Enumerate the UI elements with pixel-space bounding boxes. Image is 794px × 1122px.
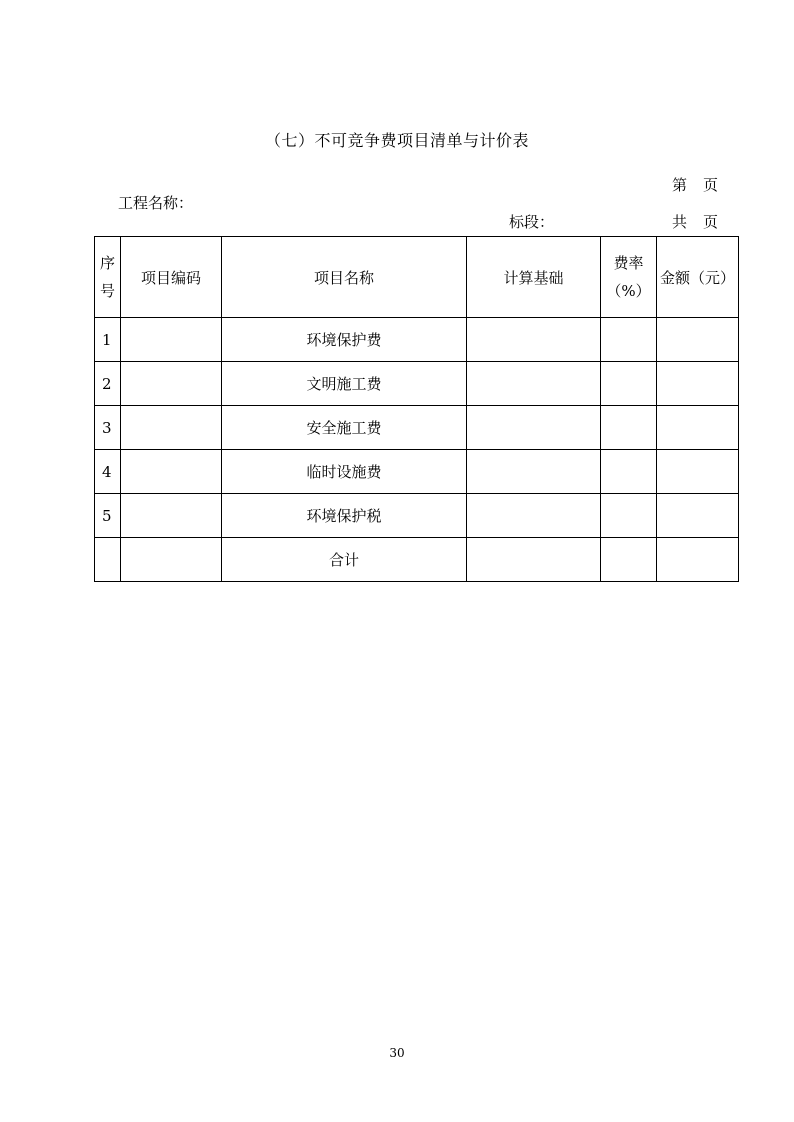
total-cell-code — [121, 538, 222, 582]
col-header-seq-line1: 序 — [99, 254, 115, 272]
cell-seq: 1 — [95, 318, 121, 362]
cell-basis — [467, 450, 601, 494]
cell-rate — [601, 362, 657, 406]
page-unit: 页 — [703, 176, 719, 194]
col-header-seq — [95, 237, 121, 318]
col-header-code: 项目编码 — [121, 237, 222, 318]
section-label: 标段： — [509, 213, 555, 231]
table-row — [95, 450, 739, 494]
cell-seq: 4 — [95, 450, 121, 494]
total-label: 共 — [672, 213, 688, 231]
cell-name: 文明施工费 — [222, 362, 467, 406]
cell-code — [121, 406, 222, 450]
cell-seq: 3 — [95, 406, 121, 450]
cell-rate — [601, 450, 657, 494]
cell-rate — [601, 494, 657, 538]
bill-table — [94, 236, 739, 582]
total-pages-indicator — [672, 211, 718, 232]
col-header-basis: 计算基础 — [467, 237, 601, 318]
total-unit: 页 — [703, 213, 719, 231]
cell-code — [121, 450, 222, 494]
cell-rate — [601, 318, 657, 362]
col-header-rate — [601, 237, 657, 318]
col-header-seq-line2: 号 — [99, 282, 115, 300]
project-name-label: 工程名称： — [118, 194, 194, 212]
cell-seq: 2 — [95, 362, 121, 406]
table-total-row — [95, 538, 739, 582]
cell-amount — [657, 318, 739, 362]
cell-amount — [657, 362, 739, 406]
page-number: 30 — [389, 1046, 405, 1060]
page-indicator — [672, 174, 718, 195]
col-header-name: 项目名称 — [222, 237, 467, 318]
cell-name: 环境保护费 — [222, 318, 467, 362]
cell-basis — [467, 362, 601, 406]
cell-name: 安全施工费 — [222, 406, 467, 450]
table-header-row — [95, 237, 739, 318]
table-row — [95, 406, 739, 450]
cell-basis — [467, 406, 601, 450]
table-row — [95, 494, 739, 538]
cell-seq: 5 — [95, 494, 121, 538]
table-row — [95, 318, 739, 362]
col-header-rate-line1: 费率 — [613, 254, 644, 272]
cell-rate — [601, 406, 657, 450]
cell-amount — [657, 406, 739, 450]
total-cell-name: 合计 — [222, 538, 467, 582]
cell-basis — [467, 318, 601, 362]
cell-name: 环境保护税 — [222, 494, 467, 538]
total-cell-amount — [657, 538, 739, 582]
total-cell-rate — [601, 538, 657, 582]
document-title: （七）不可竞争费项目清单与计价表 — [264, 131, 529, 150]
col-header-rate-line2: （%） — [606, 282, 651, 300]
page-label: 第 — [672, 176, 688, 194]
total-cell-seq — [95, 538, 121, 582]
cell-code — [121, 318, 222, 362]
cell-name: 临时设施费 — [222, 450, 467, 494]
total-cell-basis — [467, 538, 601, 582]
cell-code — [121, 362, 222, 406]
cell-amount — [657, 450, 739, 494]
col-header-amount: 金额（元） — [657, 237, 739, 318]
table-row — [95, 362, 739, 406]
cell-amount — [657, 494, 739, 538]
cell-code — [121, 494, 222, 538]
cell-basis — [467, 494, 601, 538]
